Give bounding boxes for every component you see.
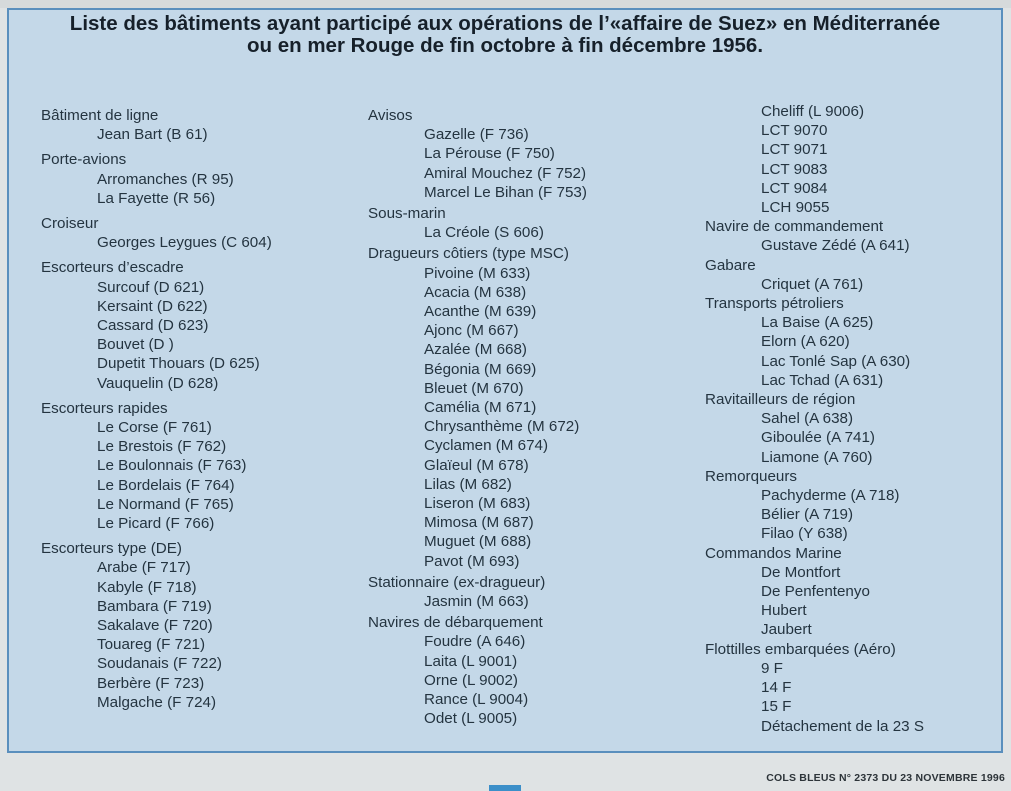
ship-entry: Odet (L 9005) bbox=[424, 710, 518, 728]
ship-entry: Liamone (A 760) bbox=[761, 448, 873, 466]
ship-entry: Détachement de la 23 S bbox=[761, 717, 924, 735]
ship-entry: Cassard (D 623) bbox=[97, 317, 209, 335]
ship-entry: Jaubert bbox=[761, 621, 812, 639]
category-heading: Remorqueurs bbox=[705, 467, 798, 485]
ship-category bbox=[41, 150, 272, 208]
category-heading: Porte-avions bbox=[41, 151, 127, 169]
ship-category bbox=[41, 539, 272, 712]
ship-category bbox=[705, 390, 924, 467]
ship-entry: La Fayette (R 56) bbox=[97, 189, 216, 207]
ship-entry: Cyclamen (M 674) bbox=[424, 437, 549, 455]
ship-entry: Bégonia (M 669) bbox=[424, 360, 537, 378]
ship-category bbox=[705, 102, 924, 217]
ship-entry: Chrysanthème (M 672) bbox=[424, 418, 580, 436]
ship-entry: Acacia (M 638) bbox=[424, 283, 527, 301]
ship-entry: Glaïeul (M 678) bbox=[424, 456, 529, 474]
ship-entry: Criquet (A 761) bbox=[761, 275, 864, 293]
ship-entry: Georges Leygues (C 604) bbox=[97, 234, 272, 252]
ship-entry: LCT 9083 bbox=[761, 160, 828, 178]
ship-entry: Cheliff (L 9006) bbox=[761, 103, 864, 120]
category-heading: Flottilles embarquées (Aéro) bbox=[705, 640, 896, 658]
ship-entry: Arromanches (R 95) bbox=[97, 170, 234, 188]
ship-category bbox=[705, 294, 924, 390]
ship-entry: Le Brestois (F 762) bbox=[97, 438, 227, 456]
ship-entry: Foudre (A 646) bbox=[424, 633, 526, 651]
ship-entry: Bélier (A 719) bbox=[761, 506, 854, 524]
ship-entry: Amiral Mouchez (F 752) bbox=[424, 164, 587, 182]
page-marker bbox=[489, 785, 521, 791]
ship-category bbox=[705, 467, 924, 544]
ship-category bbox=[41, 214, 272, 252]
column-3 bbox=[705, 102, 924, 736]
ship-category bbox=[41, 258, 272, 392]
ship-entry: Bambara (F 719) bbox=[97, 597, 212, 615]
footer-credit: COLS BLEUS N° 2373 DU 23 NOVEMBRE 1996 bbox=[766, 772, 1005, 784]
ship-entry: Rance (L 9004) bbox=[424, 691, 529, 709]
title-line-2: ou en mer Rouge de fin octobre à fin décembre 1956. bbox=[246, 34, 764, 57]
ship-category bbox=[41, 106, 272, 144]
ship-entry: Berbère (F 723) bbox=[97, 674, 205, 692]
category-heading: Gabare bbox=[705, 256, 756, 274]
category-heading: Croiseur bbox=[41, 215, 99, 233]
ship-category bbox=[368, 244, 587, 570]
ship-entry: Sakalave (F 720) bbox=[97, 617, 213, 635]
column-2 bbox=[368, 106, 587, 731]
ship-entry: Lac Tchad (A 631) bbox=[761, 371, 884, 389]
category-heading: Ravitailleurs de région bbox=[705, 391, 856, 409]
ship-entry: La Pérouse (F 750) bbox=[424, 145, 555, 163]
category-heading: Avisos bbox=[368, 107, 413, 124]
ship-entry: La Créole (S 606) bbox=[424, 224, 544, 242]
ship-category bbox=[705, 256, 924, 294]
ship-entry: Filao (Y 638) bbox=[761, 525, 848, 543]
ship-entry: Marcel Le Bihan (F 753) bbox=[424, 183, 587, 201]
ship-entry: Orne (L 9002) bbox=[424, 671, 518, 689]
category-heading: Bâtiment de ligne bbox=[41, 107, 159, 124]
ship-entry: Gustave Zédé (A 641) bbox=[761, 237, 910, 255]
ship-entry: LCT 9071 bbox=[761, 141, 828, 159]
ship-entry: Lilas (M 682) bbox=[424, 475, 512, 493]
ship-entry: Kersaint (D 622) bbox=[97, 297, 208, 315]
ship-entry: Kabyle (F 718) bbox=[97, 578, 197, 596]
ship-entry: 9 F bbox=[761, 659, 783, 677]
ship-entry: La Baise (A 625) bbox=[761, 314, 874, 332]
ship-entry: Bleuet (M 670) bbox=[424, 379, 524, 397]
category-heading: Sous-marin bbox=[368, 205, 446, 223]
ship-category bbox=[368, 204, 587, 242]
ship-entry: Jasmin (M 663) bbox=[424, 593, 529, 611]
ship-entry: Soudanais (F 722) bbox=[97, 655, 222, 673]
category-heading: Stationnaire (ex-dragueur) bbox=[368, 573, 546, 591]
ship-entry: Le Picard (F 766) bbox=[97, 515, 215, 533]
ship-entry: De Montfort bbox=[761, 563, 841, 581]
category-heading: Navire de commandement bbox=[705, 218, 884, 236]
paper-background bbox=[0, 0, 1011, 8]
ship-entry: Jean Bart (B 61) bbox=[97, 126, 208, 144]
ship-entry: De Penfentenyo bbox=[761, 583, 870, 601]
category-heading: Escorteurs type (DE) bbox=[41, 540, 182, 558]
category-heading: Transports pétroliers bbox=[705, 295, 844, 313]
category-heading: Escorteurs d’escadre bbox=[41, 259, 184, 277]
ship-entry: Pachyderme (A 718) bbox=[761, 487, 900, 505]
ship-list-box bbox=[7, 8, 1003, 753]
ship-entry: LCH 9055 bbox=[761, 199, 830, 217]
ship-entry: Le Corse (F 761) bbox=[97, 419, 212, 437]
ship-entry: Lac Tonlé Sap (A 630) bbox=[761, 352, 911, 370]
ship-entry: 15 F bbox=[761, 698, 792, 716]
page-title bbox=[9, 13, 1001, 57]
ship-entry: Liseron (M 683) bbox=[424, 495, 531, 513]
ship-entry: Le Normand (F 765) bbox=[97, 495, 234, 513]
ship-entry: Azalée (M 668) bbox=[424, 341, 527, 359]
ship-entry: Sahel (A 638) bbox=[761, 410, 854, 428]
ship-entry: Le Bordelais (F 764) bbox=[97, 476, 235, 494]
ship-entry: 14 F bbox=[761, 679, 792, 697]
ship-category bbox=[705, 217, 924, 255]
ship-entry: Arabe (F 717) bbox=[97, 559, 191, 577]
ship-category bbox=[705, 640, 924, 736]
ship-category bbox=[41, 399, 272, 533]
ship-entry: Mimosa (M 687) bbox=[424, 514, 534, 532]
ship-entry: Ajonc (M 667) bbox=[424, 322, 519, 340]
ship-entry: Camélia (M 671) bbox=[424, 399, 537, 417]
column-1 bbox=[41, 106, 272, 718]
title-line-1: Liste des bâtiments ayant participé aux opérations de l’«affaire de Suez» en Méditerranée bbox=[69, 12, 941, 35]
ship-entry: Touareg (F 721) bbox=[97, 636, 206, 654]
ship-entry: LCT 9084 bbox=[761, 179, 828, 197]
ship-entry: Pivoine (M 633) bbox=[424, 264, 531, 282]
ship-category bbox=[705, 544, 924, 640]
ship-entry: Laita (L 9001) bbox=[424, 652, 518, 670]
ship-entry: Bouvet (D ) bbox=[97, 336, 174, 354]
ship-entry: Acanthe (M 639) bbox=[424, 303, 537, 321]
ship-entry: Dupetit Thouars (D 625) bbox=[97, 355, 260, 373]
ship-entry: Gazelle (F 736) bbox=[424, 126, 529, 144]
category-heading: Dragueurs côtiers (type MSC) bbox=[368, 245, 569, 263]
ship-entry: Surcouf (D 621) bbox=[97, 278, 205, 296]
ship-entry: Muguet (M 688) bbox=[424, 533, 532, 551]
ship-entry: Hubert bbox=[761, 602, 807, 620]
ship-entry: Giboulée (A 741) bbox=[761, 429, 875, 447]
ship-entry: Vauquelin (D 628) bbox=[97, 374, 219, 392]
ship-category bbox=[368, 573, 587, 611]
category-heading: Escorteurs rapides bbox=[41, 399, 168, 417]
ship-entry: LCT 9070 bbox=[761, 122, 828, 140]
ship-entry: Le Boulonnais (F 763) bbox=[97, 457, 247, 475]
category-heading: Navires de débarquement bbox=[368, 614, 543, 632]
ship-category bbox=[368, 106, 587, 202]
category-heading: Commandos Marine bbox=[705, 544, 842, 562]
ship-entry: Elorn (A 620) bbox=[761, 333, 850, 351]
ship-entry: Pavot (M 693) bbox=[424, 552, 520, 570]
ship-entry: Malgache (F 724) bbox=[97, 693, 217, 711]
ship-category bbox=[368, 613, 587, 728]
